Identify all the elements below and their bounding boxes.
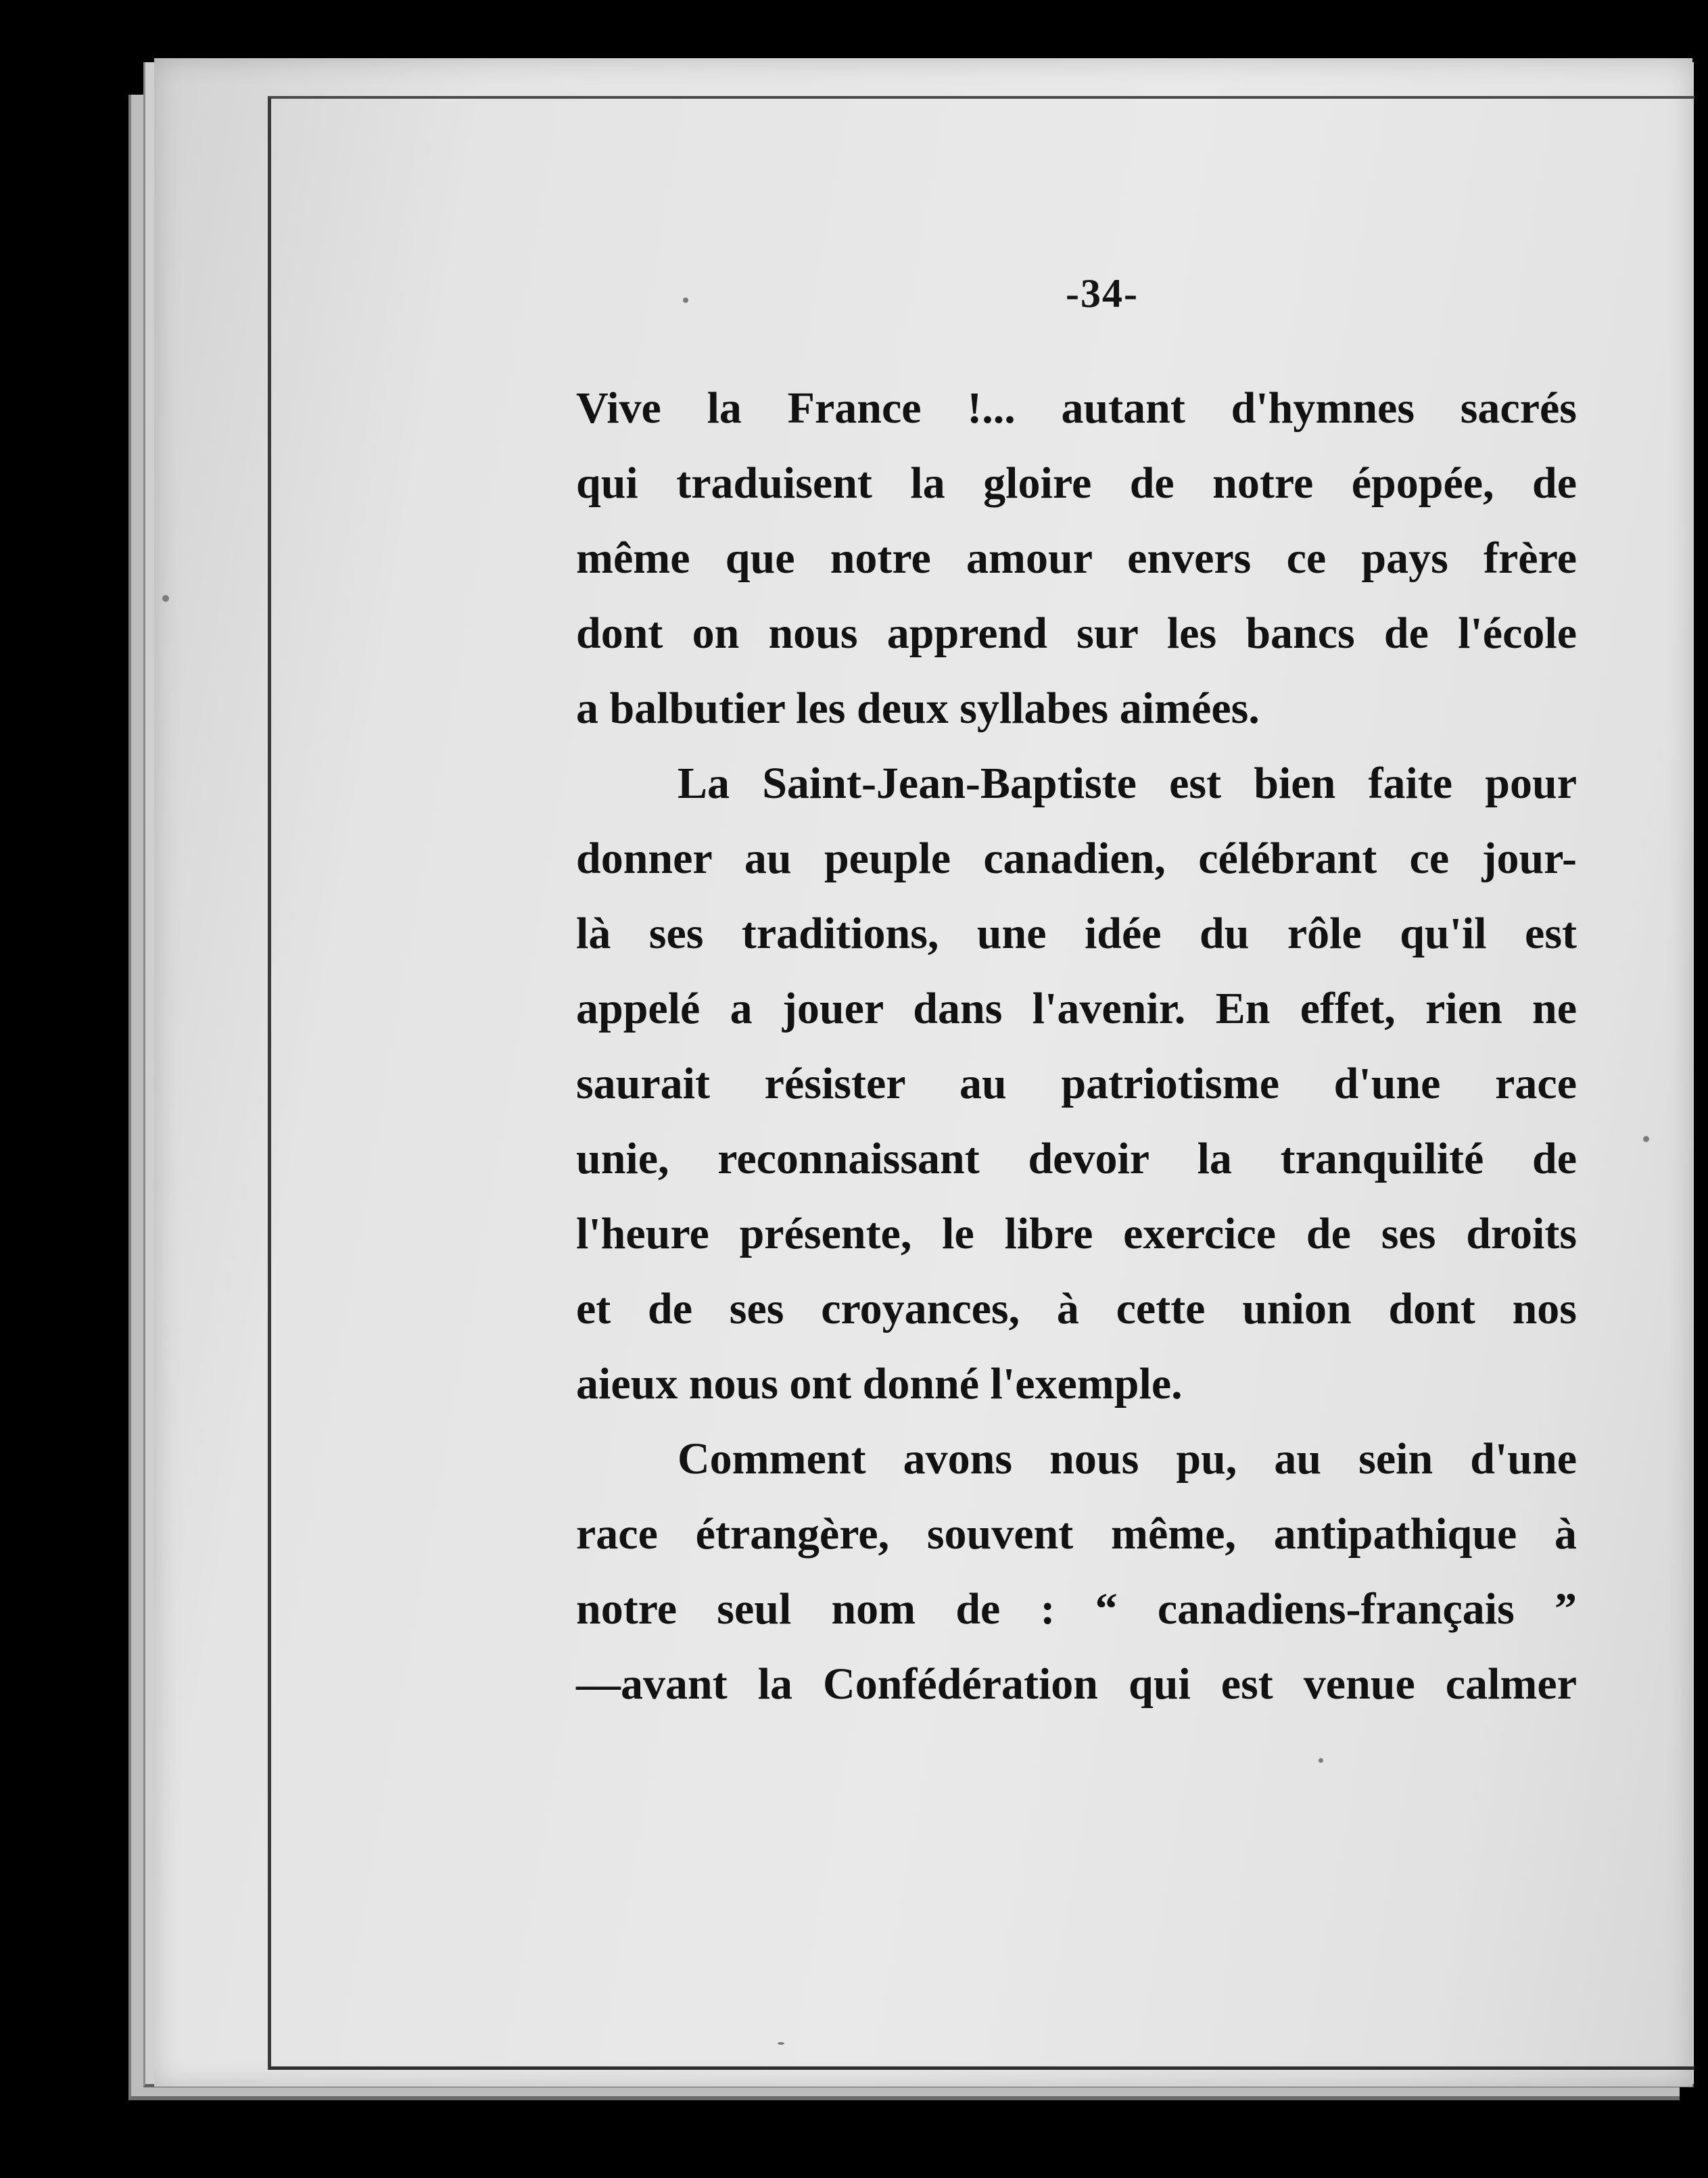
text-line: La Saint-Jean-Baptiste est bien faite pour <box>678 759 1577 808</box>
text-line: race étrangère, souvent même, antipathique à <box>576 1509 1577 1559</box>
text-line: a balbutier les deux syllabes aimées. <box>576 684 1260 733</box>
scan-speck <box>778 2042 784 2045</box>
text-line: même que notre amour envers ce pays frère <box>576 534 1577 583</box>
text-line: dont on nous apprend sur les bancs de l'école <box>576 609 1577 658</box>
text-line: là ses traditions, une idée du rôle qu'il est <box>576 909 1577 958</box>
text-line: aieux nous ont donné l'exemple. <box>576 1359 1183 1408</box>
text-line: qui traduisent la gloire de notre épopée, de <box>576 458 1577 508</box>
text-line: Vive la France !... autant d'hymnes sacrés <box>576 383 1577 433</box>
page-number: -34- <box>1066 271 1139 316</box>
scan-speck <box>683 298 688 303</box>
body-text <box>576 371 1577 1722</box>
text-line: notre seul nom de : “ canadiens-français ” <box>576 1584 1577 1634</box>
text-line: donner au peuple canadien, célébrant ce jour- <box>576 834 1577 883</box>
text-line: unie, reconnaissant devoir la tranquilité de <box>576 1134 1577 1183</box>
text-line: —avant la Confédération qui est venue calmer <box>576 1659 1577 1709</box>
scan-speck <box>1319 1758 1323 1763</box>
text-line: saurait résister au patriotisme d'une race <box>576 1059 1577 1108</box>
scan-speck <box>1643 1136 1649 1142</box>
text-line: l'heure présente, le libre exercice de ses droits <box>576 1209 1577 1258</box>
text-line: appelé a jouer dans l'avenir. En effet, rien ne <box>576 984 1577 1033</box>
scan-speck <box>162 595 169 602</box>
text-line: et de ses croyances, à cette union dont nos <box>576 1284 1577 1333</box>
text-line: Comment avons nous pu, au sein d'une <box>678 1434 1577 1484</box>
